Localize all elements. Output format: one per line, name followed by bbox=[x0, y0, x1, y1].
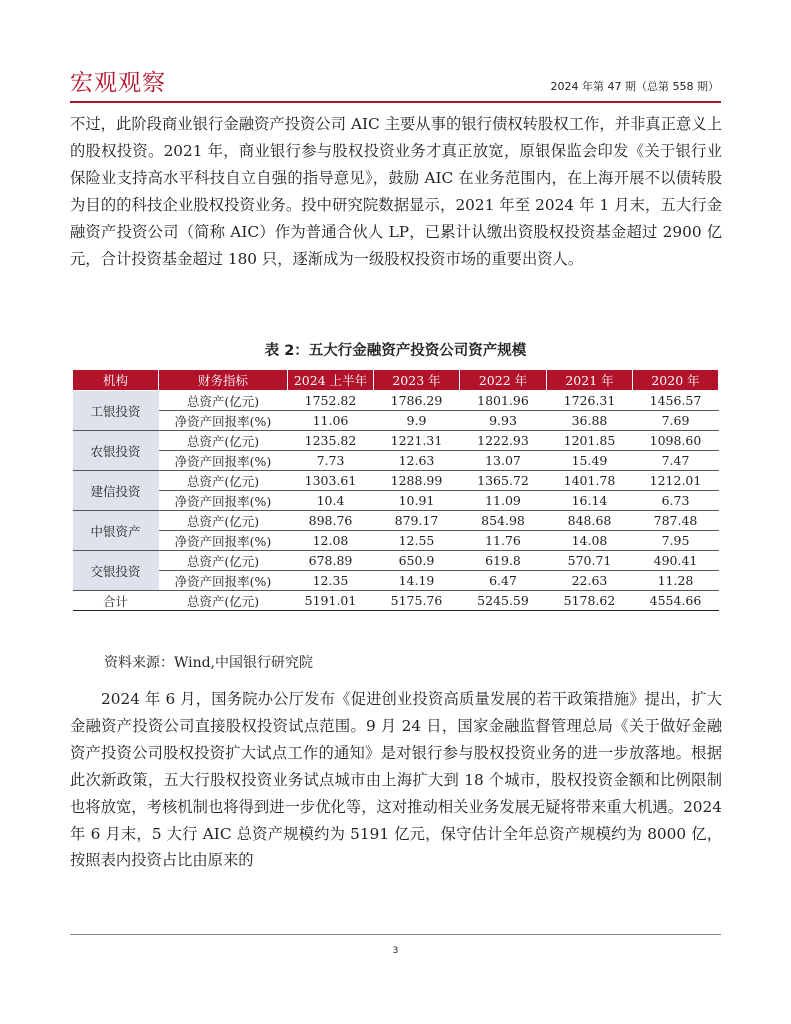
value-cell: 1303.61 bbox=[288, 471, 374, 491]
value-cell: 11.28 bbox=[633, 571, 719, 591]
value-cell: 36.88 bbox=[547, 411, 633, 431]
table-row bbox=[73, 451, 719, 471]
metric-cell: 净资产回报率(%) bbox=[159, 451, 288, 471]
value-cell: 5178.62 bbox=[547, 591, 633, 611]
metric-cell: 总资产(亿元) bbox=[159, 471, 288, 491]
value-cell: 14.08 bbox=[547, 531, 633, 551]
value-cell: 7.73 bbox=[288, 451, 374, 471]
col-header-institution: 机构 bbox=[73, 370, 159, 391]
metric-cell: 净资产回报率(%) bbox=[159, 411, 288, 431]
table-row bbox=[73, 551, 719, 571]
issue-number: 2024 年第 47 期（总第 558 期） bbox=[550, 80, 719, 93]
metric-cell: 净资产回报率(%) bbox=[159, 531, 288, 551]
value-cell: 854.98 bbox=[460, 511, 547, 531]
value-cell: 22.63 bbox=[547, 571, 633, 591]
value-cell: 11.06 bbox=[288, 411, 374, 431]
value-cell: 12.55 bbox=[374, 531, 460, 551]
header-divider bbox=[70, 101, 721, 103]
value-cell: 5175.76 bbox=[374, 591, 460, 611]
metric-cell: 总资产(亿元) bbox=[159, 431, 288, 451]
value-cell: 7.95 bbox=[633, 531, 719, 551]
value-cell: 14.19 bbox=[374, 571, 460, 591]
table-row bbox=[73, 491, 719, 511]
footer-divider bbox=[70, 934, 721, 935]
table-total-row bbox=[73, 591, 719, 611]
value-cell: 650.9 bbox=[374, 551, 460, 571]
value-cell: 10.4 bbox=[288, 491, 374, 511]
metric-cell: 净资产回报率(%) bbox=[159, 571, 288, 591]
value-cell: 16.14 bbox=[547, 491, 633, 511]
value-cell: 1752.82 bbox=[288, 391, 374, 411]
institution-cell: 中银资产 bbox=[73, 511, 159, 551]
col-header-metric: 财务指标 bbox=[159, 370, 288, 391]
header-title: 宏观观察 bbox=[70, 70, 166, 96]
value-cell: 1235.82 bbox=[288, 431, 374, 451]
value-cell: 9.9 bbox=[374, 411, 460, 431]
value-cell: 13.07 bbox=[460, 451, 547, 471]
table-row bbox=[73, 571, 719, 591]
value-cell: 4554.66 bbox=[633, 591, 719, 611]
table-body bbox=[73, 391, 719, 611]
table-title: 表 2：五大行金融资产投资公司资产规模 bbox=[264, 343, 527, 359]
value-cell: 1786.29 bbox=[374, 391, 460, 411]
value-cell: 1201.85 bbox=[547, 431, 633, 451]
body-paragraph-1: 不过，此阶段商业银行金融资产投资公司 AIC 主要从事的银行债权转股权工作，并非真正意义上的股权投资。2021 年，商业银行参与股权投资业务才真正放宽，原银保监会印发《关于银行业保险业支持高水平科技自立自强的指导意见》，鼓励 AIC 在业务范围内，在上海开展不以债转股为目的的科技企业股权投资业务。投中研究院数据显示，2021 年至 2024 年 1 月末，五大行金融资产投资公司（简称 AIC）作为普通合伙人 LP，已累计认缴出资股权投资基金超过 2900 亿元，合计投资基金超过 180 只，逐渐成为一级股权投资市场的重要出资人。 bbox=[70, 115, 722, 268]
value-cell: 5245.59 bbox=[460, 591, 547, 611]
value-cell: 12.63 bbox=[374, 451, 460, 471]
value-cell: 9.93 bbox=[460, 411, 547, 431]
table-source: 资料来源：Wind,中国银行研究院 bbox=[104, 655, 314, 671]
asset-scale-table bbox=[72, 369, 719, 611]
value-cell: 15.49 bbox=[547, 451, 633, 471]
value-cell: 570.71 bbox=[547, 551, 633, 571]
metric-cell: 总资产(亿元) bbox=[159, 511, 288, 531]
value-cell: 1801.96 bbox=[460, 391, 547, 411]
value-cell: 12.08 bbox=[288, 531, 374, 551]
metric-cell: 净资产回报率(%) bbox=[159, 491, 288, 511]
value-cell: 1401.78 bbox=[547, 471, 633, 491]
table-row bbox=[73, 471, 719, 491]
body-paragraph-2: 2024 年 6 月，国务院办公厅发布《促进创业投资高质量发展的若干政策措施》提出，扩大金融资产投资公司直接股权投资试点范围。9 月 24 日，国家金融监督管理总局《关于做好金融资产投资公司股权投资扩大试点工作的通知》是对银行参与股权投资业务的进一步放落地。根据此次新政策，五大行股权投资业务试点城市由上海扩大到 18 个城市，股权投资金额和比例限制也将放宽，考核机制也将得到进一步优化等，这对推动相关业务发展无疑将带来重大机遇。2024 年 6 月末，5 大行 AIC 总资产规模约为 5191 亿元，保守估计全年总资产规模约为 8000 亿，按照表内投资占比由原来的 bbox=[70, 690, 722, 870]
value-cell: 678.89 bbox=[288, 551, 374, 571]
metric-cell: 总资产(亿元) bbox=[159, 591, 288, 611]
value-cell: 1222.93 bbox=[460, 431, 547, 451]
page-number: 3 bbox=[392, 946, 399, 956]
table-row bbox=[73, 531, 719, 551]
institution-cell: 农银投资 bbox=[73, 431, 159, 471]
value-cell: 787.48 bbox=[633, 511, 719, 531]
metric-cell: 总资产(亿元) bbox=[159, 391, 288, 411]
total-label-cell: 合计 bbox=[73, 591, 159, 611]
value-cell: 879.17 bbox=[374, 511, 460, 531]
value-cell: 10.91 bbox=[374, 491, 460, 511]
table-header-row bbox=[73, 370, 719, 391]
institution-cell: 交银投资 bbox=[73, 551, 159, 591]
col-header-2021: 2021 年 bbox=[547, 370, 633, 391]
value-cell: 11.09 bbox=[460, 491, 547, 511]
col-header-2022: 2022 年 bbox=[460, 370, 547, 391]
value-cell: 7.47 bbox=[633, 451, 719, 471]
institution-cell: 工银投资 bbox=[73, 391, 159, 431]
value-cell: 5191.01 bbox=[288, 591, 374, 611]
page-header bbox=[70, 62, 721, 102]
metric-cell: 总资产(亿元) bbox=[159, 551, 288, 571]
col-header-2020: 2020 年 bbox=[633, 370, 719, 391]
value-cell: 6.73 bbox=[633, 491, 719, 511]
value-cell: 1456.57 bbox=[633, 391, 719, 411]
institution-cell: 建信投资 bbox=[73, 471, 159, 511]
value-cell: 6.47 bbox=[460, 571, 547, 591]
table-row bbox=[73, 431, 719, 451]
value-cell: 619.8 bbox=[460, 551, 547, 571]
value-cell: 848.68 bbox=[547, 511, 633, 531]
value-cell: 7.69 bbox=[633, 411, 719, 431]
table-row bbox=[73, 411, 719, 431]
value-cell: 11.76 bbox=[460, 531, 547, 551]
col-header-2024h1: 2024 上半年 bbox=[288, 370, 374, 391]
value-cell: 1288.99 bbox=[374, 471, 460, 491]
value-cell: 1098.60 bbox=[633, 431, 719, 451]
value-cell: 1221.31 bbox=[374, 431, 460, 451]
table-row bbox=[73, 391, 719, 411]
value-cell: 12.35 bbox=[288, 571, 374, 591]
value-cell: 490.41 bbox=[633, 551, 719, 571]
value-cell: 1365.72 bbox=[460, 471, 547, 491]
value-cell: 1726.31 bbox=[547, 391, 633, 411]
table-row bbox=[73, 511, 719, 531]
value-cell: 1212.01 bbox=[633, 471, 719, 491]
value-cell: 898.76 bbox=[288, 511, 374, 531]
col-header-2023: 2023 年 bbox=[374, 370, 460, 391]
